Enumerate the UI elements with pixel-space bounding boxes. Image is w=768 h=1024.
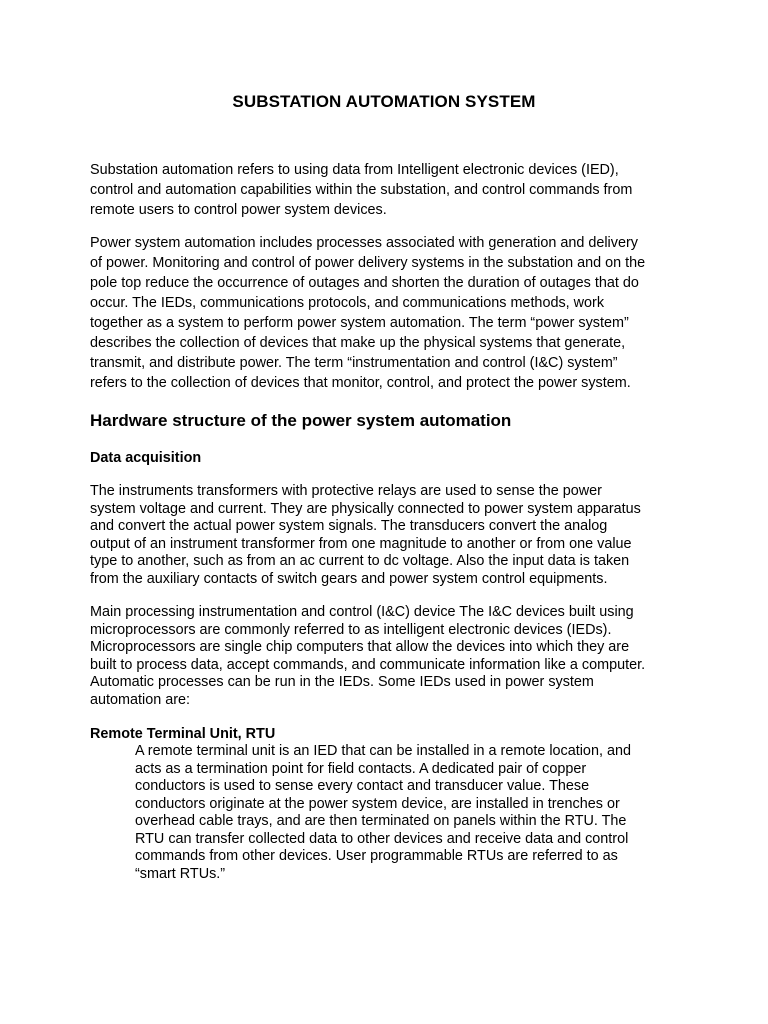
subheading-data-acquisition: Data acquisition xyxy=(90,450,202,466)
intro-paragraph: Substation automation refers to using data from Intelligent electronic devices (IED), control and automation capabilities within the substation, and control commands from remote users to control power system devices. xyxy=(90,162,633,218)
document-title: SUBSTATION AUTOMATION SYSTEM xyxy=(232,92,536,111)
rtu-paragraph: A remote terminal unit is an IED that can be installed in a remote location, and acts as a termination point for field contacts. A dedicated pair of copper conductors is used to sense every contact and transducer value. These conductors originate at the power system device, are installed in trenches or overhead cable trays, and are then terminated on panels within the RTU. The RTU can transfer collected data to other devices and receive data and control commands from other devices. User programmable RTUs are referred to as “smart RTUs.” xyxy=(135,743,631,882)
power-system-automation-paragraph: Power system automation includes processes associated with generation and delivery of power. Monitoring and control of power delivery systems in the substation and on the pole top reduce the occurrence of outages and shorten the duration of outages that do occur. The IEDs, communications protocols, and communications methods, work together as a system to perform power system automation. The term “power system” describes the collection of devices that make up the physical systems that generate, transmit, and distribute power. The term “instrumentation and control (I&C) system” refers to the collection of devices that monitor, control, and protect the power system. xyxy=(90,235,646,391)
section-heading-hardware-structure: Hardware structure of the power system automation xyxy=(90,411,512,430)
data-acquisition-paragraph: The instruments transformers with protective relays are used to sense the power system voltage and current. They are physically connected to power system apparatus and convert the actual power system signals. The transducers convert the analog output of an instrument transformer from one magnitude to another or from one value type to another, such as from an ac current to dc voltage. Also the input data is taken from the auxiliary contacts of switch gears and power system control equipments. xyxy=(90,483,641,587)
subheading-remote-terminal-unit: Remote Terminal Unit, RTU xyxy=(90,726,276,742)
main-processing-paragraph: Main processing instrumentation and control (I&C) device The I&C devices built using microprocessors are commonly referred to as intelligent electronic devices (IEDs). Microprocessors are single chip computers that allow the devices into which they are built to process data, accept commands, and communicate information like a computer. Automatic processes can be run in the IEDs. Some IEDs used in power system automation are: xyxy=(90,604,646,708)
